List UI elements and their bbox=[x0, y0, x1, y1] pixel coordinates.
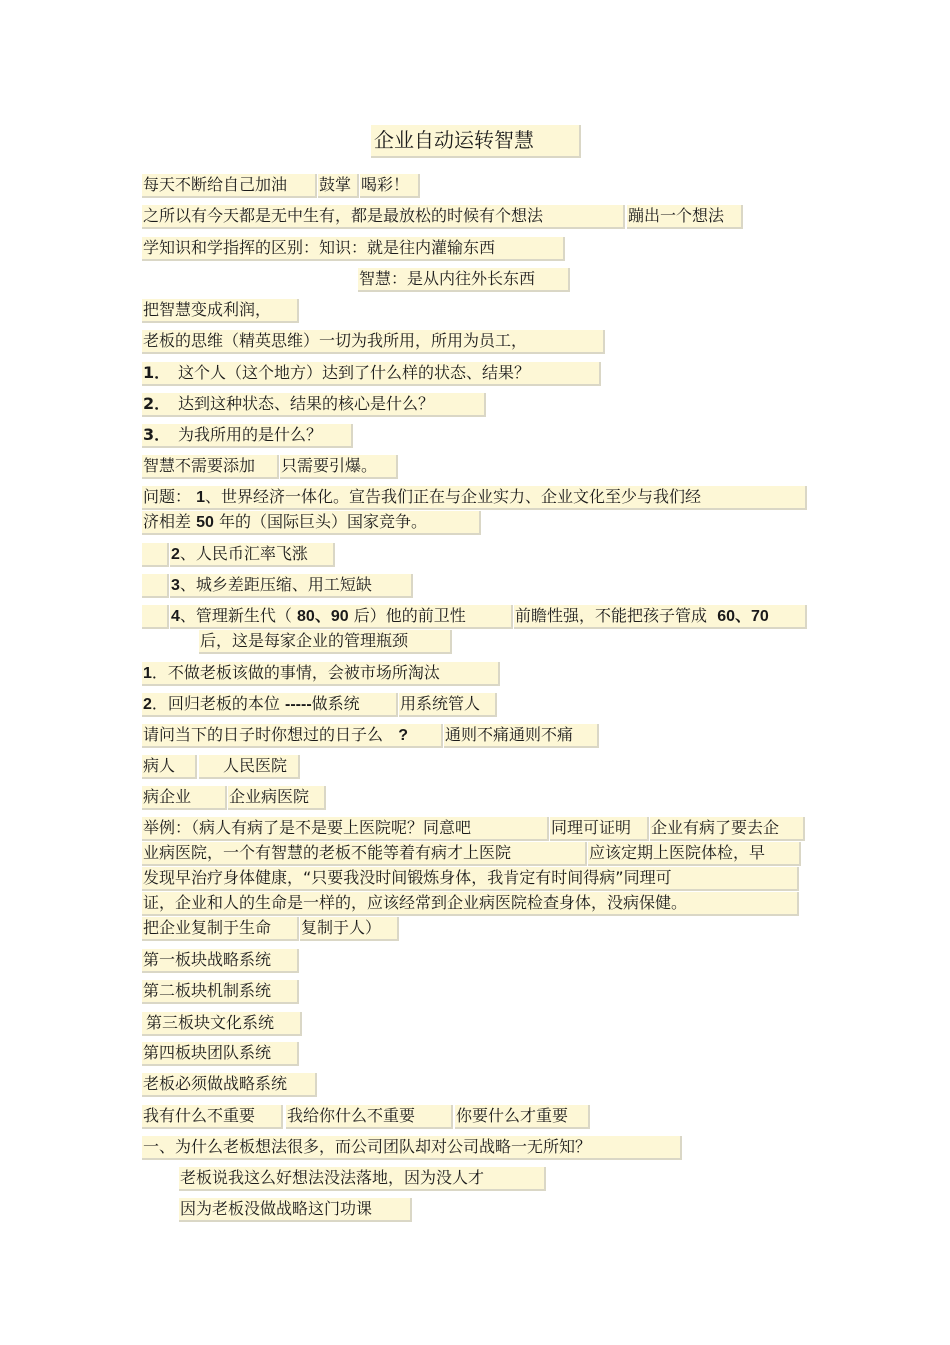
text-segment: 之所以有今天都是无中生有，都是最放松的时候有个想法 bbox=[142, 205, 625, 229]
text-segment: 老板的思维（精英思维）一切为我所用，所用为员工， bbox=[142, 330, 605, 354]
item-number: 1． bbox=[142, 362, 179, 386]
inline-text: 前瞻性强，不能把孩子管成 bbox=[515, 606, 708, 625]
text-segment: 第三板块文化系统 bbox=[142, 1012, 302, 1036]
item-number: 3． bbox=[142, 424, 179, 448]
inline-text: ．不做老板该做的事情，会被市场所淘汰 bbox=[151, 663, 440, 682]
text-segment: 智慧不需要添加 bbox=[142, 455, 279, 479]
text-segment bbox=[142, 486, 807, 510]
text-segment: 证，企业和人的生命是一样的，应该经常到企业病医院检查身体，没病保健。 bbox=[142, 892, 799, 916]
text-segment: 同理可证明 bbox=[550, 817, 649, 841]
text-segment: 我给你什么不重要 bbox=[286, 1105, 453, 1129]
item-number: 4 bbox=[171, 608, 180, 625]
document-title: 企业自动运转智慧 bbox=[371, 125, 581, 158]
text-segment: 应该定期上医院体检，早 bbox=[588, 842, 801, 866]
text-segment: 发现早治疗身体健康，“只要我没时间锻炼身体，我肯定有时间得病”同理可 bbox=[142, 867, 799, 891]
text-segment: 鼓掌 bbox=[318, 174, 359, 198]
text-segment bbox=[142, 693, 398, 717]
text-segment bbox=[514, 605, 807, 629]
text-segment bbox=[170, 574, 413, 598]
text-segment: 把企业复制于生命 bbox=[142, 917, 299, 941]
inline-text: 后）他的前卫性 bbox=[353, 606, 466, 625]
text-segment: 老板必须做战略系统 bbox=[142, 1073, 317, 1097]
text-segment bbox=[142, 724, 443, 748]
text-segment: 蹦出一个想法 bbox=[627, 205, 743, 229]
indent-block bbox=[142, 605, 169, 629]
item-number: 3 bbox=[171, 577, 180, 594]
text-segment: 病企业 bbox=[142, 786, 227, 810]
text-segment: 你要什么才重要 bbox=[455, 1105, 590, 1129]
inline-text: 问题： bbox=[143, 487, 192, 506]
text-segment: 企业病医院 bbox=[228, 786, 326, 810]
inline-text: 年的（国际巨头）国家竞争。 bbox=[219, 512, 428, 531]
text-segment: 为我所用的是什么？ bbox=[177, 424, 353, 448]
inline-text: 做系统 bbox=[311, 694, 360, 713]
indent-block bbox=[142, 574, 169, 598]
text-segment: 因为老板没做战略这门功课 bbox=[179, 1198, 412, 1222]
text-segment: 病人 bbox=[142, 755, 197, 779]
inline-number: 60、70 bbox=[717, 608, 769, 625]
dash-separator: ----- bbox=[285, 696, 312, 713]
inline-text: 请问当下的日子时你想过的日子么 bbox=[143, 725, 384, 744]
text-segment: 通则不痛通则不痛 bbox=[444, 724, 599, 748]
text-segment: 喝彩！ bbox=[360, 174, 420, 198]
inline-text: 济相差 bbox=[143, 512, 192, 531]
inline-number: 50 bbox=[196, 514, 214, 531]
inline-text: 、人民币汇率飞涨 bbox=[179, 544, 308, 563]
text-segment bbox=[142, 662, 500, 686]
text-segment: 老板说我这么好想法没法落地，因为没人才 bbox=[179, 1167, 546, 1191]
text-segment bbox=[142, 511, 481, 535]
text-segment: 举例：（病人有病了是不是要上医院呢？同意吧 bbox=[142, 817, 549, 841]
text-segment: 用系统管人 bbox=[399, 693, 497, 717]
text-segment: 只需要引爆。 bbox=[280, 455, 398, 479]
question-mark: ? bbox=[398, 727, 409, 744]
text-segment: 我有什么不重要 bbox=[142, 1105, 283, 1129]
indent-block bbox=[142, 543, 169, 567]
text-segment: 达到这种状态、结果的核心是什么？ bbox=[177, 393, 486, 417]
text-segment: 每天不断给自己加油 bbox=[142, 174, 317, 198]
item-number: 2 bbox=[171, 546, 180, 563]
inline-text: ．回归老板的本位 bbox=[151, 694, 280, 713]
text-segment: 企业有病了要去企 bbox=[650, 817, 805, 841]
item-number: 2． bbox=[142, 393, 179, 417]
text-segment: 这个人（这个地方）达到了什么样的状态、结果？ bbox=[177, 362, 601, 386]
item-number: 1 bbox=[196, 489, 206, 506]
item-number: 1 bbox=[143, 665, 152, 682]
text-segment bbox=[170, 605, 513, 629]
text-segment bbox=[170, 543, 335, 567]
text-segment: 一、为什么老板想法很多，而公司团队却对公司战略一无所知？ bbox=[142, 1136, 682, 1160]
inline-text: 、城乡差距压缩、用工短缺 bbox=[179, 575, 372, 594]
text-segment: 后，这是每家企业的管理瓶颈 bbox=[199, 630, 452, 654]
text-segment: 学知识和学指挥的区别：知识：就是往内灌输东西 bbox=[142, 237, 565, 261]
text-segment: 人民医院 bbox=[199, 755, 300, 779]
text-segment: 第一板块战略系统 bbox=[142, 949, 299, 973]
text-segment: 第二板块机制系统 bbox=[142, 980, 299, 1004]
item-number: 2 bbox=[143, 696, 152, 713]
inline-text: 、世界经济一体化。宣告我们正在与企业实力、企业文化至少与我们经 bbox=[205, 487, 702, 506]
text-segment: 复制于人） bbox=[300, 917, 399, 941]
text-segment: 业病医院，一个有智慧的老板不能等着有病才上医院 bbox=[142, 842, 587, 866]
inline-text: 、管理新生代（ bbox=[179, 606, 292, 625]
text-segment: 第四板块团队系统 bbox=[142, 1042, 299, 1066]
inline-number: 80、90 bbox=[297, 608, 349, 625]
text-segment: 智慧：是从内往外长东西 bbox=[358, 268, 570, 292]
text-segment: 把智慧变成利润， bbox=[142, 299, 299, 323]
